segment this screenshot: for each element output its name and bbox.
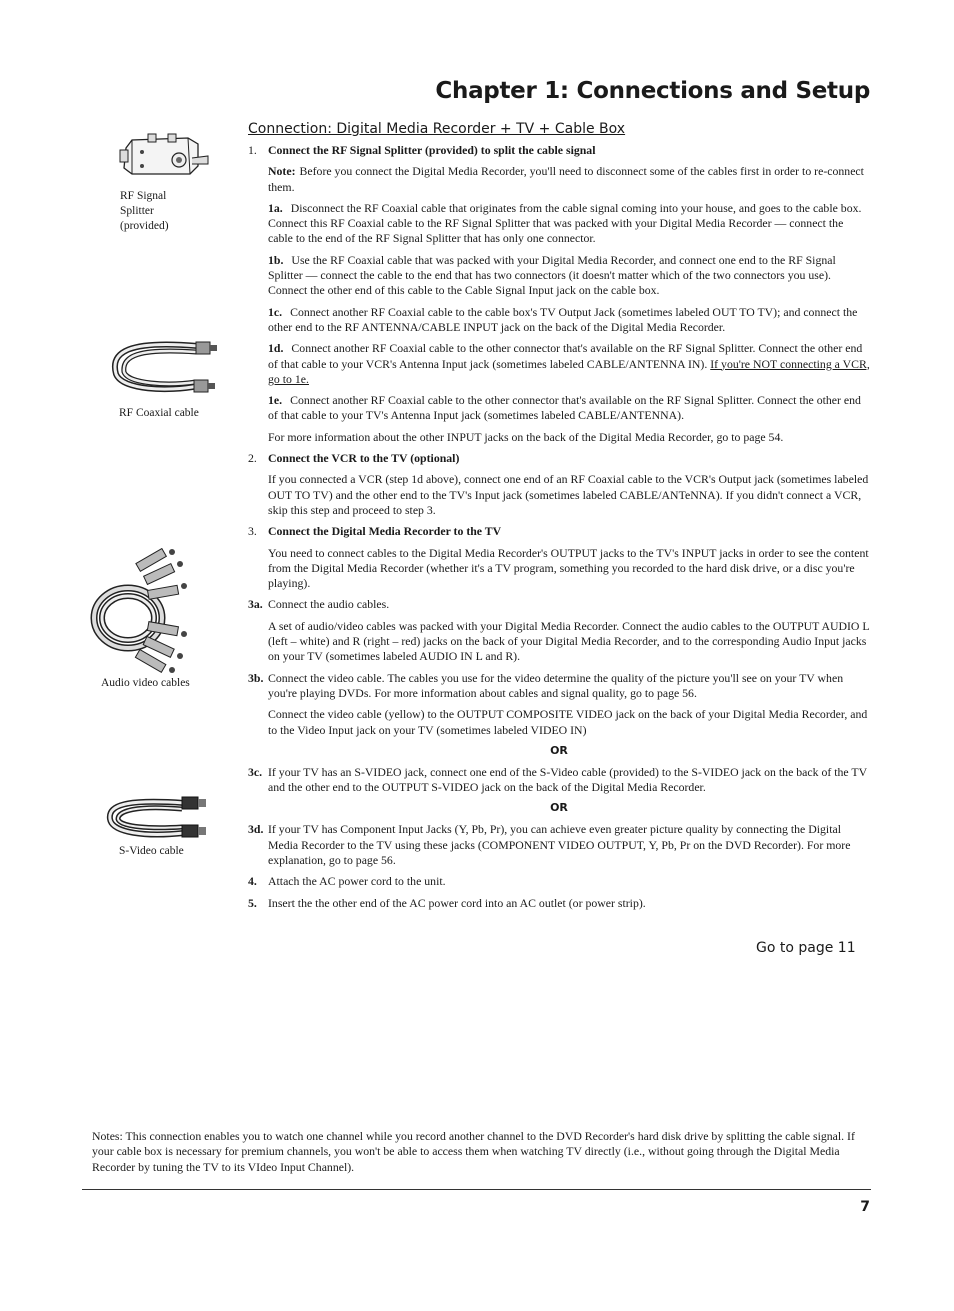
note-paragraph [248,164,870,195]
page-number: 7 [860,1199,870,1215]
or-divider: OR [550,743,568,757]
step-2-paragraph: If you connected a VCR (step 1d above), connect one end of an RF Coaxial cable to the VCR's Output jack (sometimes labeled OUT TO TV) and the other end to the TV's Input jack (sometimes labeled CABLE/ANTeNNA). If you didn't connect a VCR, skip this step and proceed to step 3. [268,472,869,517]
step-heading: Connect the RF Signal Splitter (provided) to split the cable signal [268,143,596,157]
step-2 [248,451,870,466]
substep-label: 1e. [268,393,283,408]
step-number: 5. [248,895,257,910]
rf-splitter-caption: RF Signal Splitter (provided) [120,190,169,232]
substep-1d [248,341,870,387]
substep-1c [248,305,870,336]
step-1 [248,143,870,158]
av-cables-caption: Audio video cables [101,677,190,689]
substep-3d [248,822,870,868]
substep-1a [248,201,870,247]
section-title: Connection: Digital Media Recorder + TV + Cable Box [248,121,626,137]
substep-label: 1d. [268,341,284,356]
substep-label: 3c. [248,764,263,779]
skip-instruction: If you're NOT connecting a VCR, go to 1e. [268,356,870,386]
substep-text: Connect the video cable. The cables you use for the video determine the quality of the picture you'll see on your TV when you're playing DVDs. For more information about cables and signal quality, go to page 56. [268,670,844,700]
note-label: Note: [268,164,296,179]
av-cables-figure [90,548,192,679]
step-number: 4. [248,874,257,889]
substep-3b-paragraph: Connect the video cable (yellow) to the OUTPUT COMPOSITE VIDEO jack on the back of your Digital Media Recorder, and to the Video Input jack on your TV (sometimes labeled VIDEO IN) [268,707,868,737]
s-video-cable-icon [106,795,210,841]
substep-text: Connect another RF Coaxial cable to the cable box's TV Output Jack (sometimes labeled OUT TO TV); and connect the other end to the RF ANTENNA/CABLE INPUT jack on the back of the Digital Media Recorder. [268,304,858,334]
substep-3b [248,671,870,702]
substep-text: If your TV has Component Input Jacks (Y, Pb, Pr), you can achieve even greater picture quality by connecting the Digital Media Recorder to the TV using these jacks (COMPONENT VIDEO OUTPUT, Y, Pb, Pr on the DVD Recorder). For more explanation, go to page 56. [268,822,851,867]
step-3-paragraph: You need to connect cables to the Digital Media Recorder's OUTPUT jacks to the TV's INPUT jacks in order to see the content from the Digital Media Recorder (whether it's a TV program, something you recorded to the hard disk drive, or a disc you're playing). [268,545,869,591]
step-number: 2. [248,451,257,466]
svideo-figure [106,795,210,846]
substep-text: Connect another RF Coaxial cable to the other connector that's available on the RF Signal Splitter. Connect the other end of that cable to your VCR's Antenna Input jack (sometimes labeled CABLE/ANTENNA IN). [268,341,863,371]
substep-text: Connect another RF Coaxial cable to the other connector that's available on the RF Signal Splitter. Connect the other end of that cable to your TV's Antenna Input jack (sometimes labeled CABLE/ANTENNA). [268,393,861,423]
step-text: Attach the AC power cord to the unit. [268,874,446,889]
step-number: 3. [248,524,257,539]
footer-divider [82,1189,871,1190]
svideo-caption: S-Video cable [119,845,184,857]
step-5 [248,896,870,911]
substep-1b [248,253,870,299]
substep-label: 3d. [248,822,264,837]
rf-coax-figure [108,338,220,401]
substep-text: If your TV has an S-VIDEO jack, connect one end of the S-Video cable (provided) to the S-VIDEO jack on the back of the TV and the other end to the OUTPUT S-VIDEO jack on the back of the Digital Media Recorder. [268,764,867,795]
substep-label: 1c. [268,304,283,319]
substep-label: 1b. [268,252,284,267]
notes-paragraph: Notes: This connection enables you to watch one channel while you record another channel to the DVD Recorder's hard disk drive by splitting the cable signal. If your cable box is necessary for premium channels, you won't be able to access them when watching TV directly (i.e., without going through the Digital Media Recorder by tuning the TV to its VIdeo Input Channel). [92,1129,855,1174]
step-heading: Connect the VCR to the TV (optional) [268,451,460,466]
rf-splitter-icon [118,130,210,182]
go-to-page-link[interactable]: Go to page 11 [756,940,856,956]
substep-3a-paragraph: A set of audio/video cables was packed with your Digital Media Recorder. Connect the audio cables to the OUTPUT AUDIO L (left – white) and R (right – red) jacks on the back of your Digital Media Recorder, and to the corresponding Audio Input jacks on your TV (sometimes labeled AUDIO IN L and R). [268,618,870,664]
substep-label: 3a. [248,597,263,612]
step-4 [248,874,870,889]
step-text: Insert the the other end of the AC power cord into an AC outlet (or power strip). [268,895,646,910]
substep-text: Connect the audio cables. [268,597,390,612]
substep-text: Disconnect the RF Coaxial cable that originates from the cable signal coming into your house, and goes to the cable box. Connect this RF Coaxial cable to the RF Signal Splitter that was packed with your Digital Media Recorder — connect the cable to the end of the RF Signal Splitter that has only one connector. [268,200,862,246]
rf-coax-caption: RF Coaxial cable [119,407,199,419]
audio-video-cables-icon [90,548,192,674]
substep-3c [248,765,870,796]
rf-splitter-figure [118,130,218,187]
step-number: 1. [248,143,257,157]
rf-coax-cable-icon [108,338,220,396]
or-divider: OR [550,801,568,815]
chapter-title: Chapter 1: Connections and Setup [435,78,870,104]
step-heading: Connect the Digital Media Recorder to the TV [268,524,502,539]
substep-1e [248,393,870,424]
note-text: Before you connect the Digital Media Recorder, you'll need to disconnect some of the cables first in order to re-connect them. [268,164,864,194]
substep-label: 3b. [248,670,264,685]
step-3 [248,524,870,539]
substep-label: 1a. [268,200,283,215]
substep-3a [248,597,870,612]
more-info-paragraph: For more information about the other INPUT jacks on the back of the Digital Media Recorder, go to page 54. [268,429,784,444]
main-content [248,121,870,917]
substep-text: Use the RF Coaxial cable that was packed with your Digital Media Recorder, and connect one end to the RF Signal Splitter — connect the cable to the end that has two connectors (it doesn't matter which of the two connectors you use). Connect the other end of this cable to the Cable Signal Input jack on the cable box. [268,252,836,298]
